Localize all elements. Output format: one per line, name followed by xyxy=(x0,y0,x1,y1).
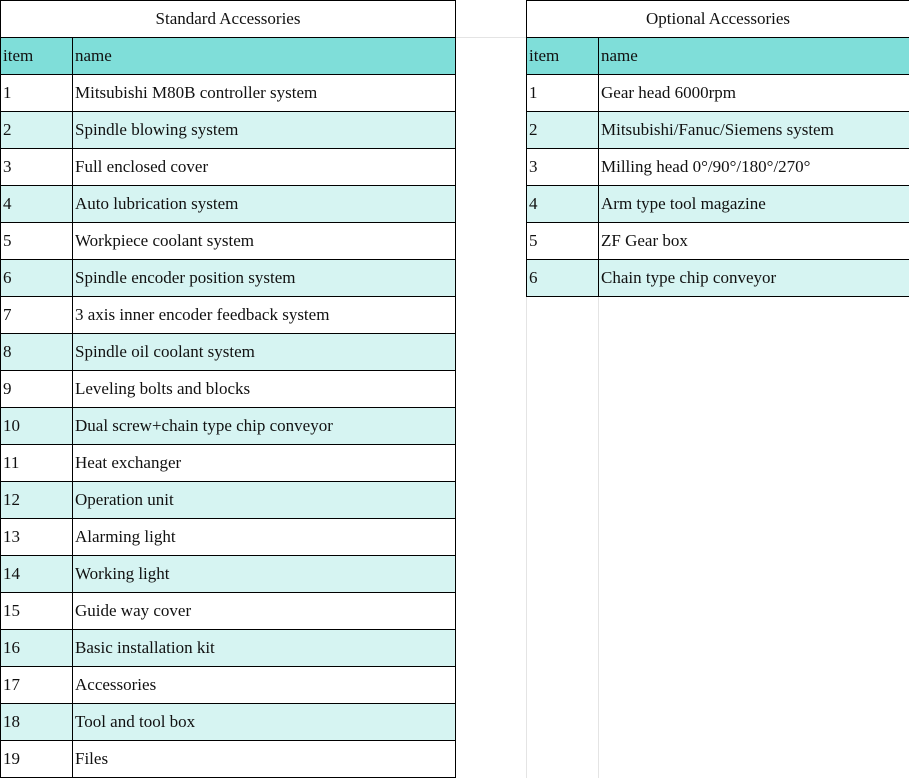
table-row xyxy=(1,75,456,112)
name-cell: Mitsubishi M80B controller system xyxy=(73,75,456,112)
item-cell: 4 xyxy=(1,186,73,223)
table-row xyxy=(1,593,456,630)
item-cell: 2 xyxy=(1,112,73,149)
item-cell: 10 xyxy=(1,408,73,445)
item-cell: 11 xyxy=(1,445,73,482)
table-row xyxy=(1,260,456,297)
name-cell: 3 axis inner encoder feedback system xyxy=(73,297,456,334)
name-cell: Milling head 0°/90°/180°/270° xyxy=(599,149,909,186)
table-row xyxy=(1,223,456,260)
name-cell: Tool and tool box xyxy=(73,704,456,741)
item-cell: 1 xyxy=(527,75,599,112)
item-column-header: item xyxy=(527,38,599,75)
item-cell: 15 xyxy=(1,593,73,630)
table-row xyxy=(1,186,456,223)
item-cell: 8 xyxy=(1,334,73,371)
name-column-header: name xyxy=(73,38,456,75)
gridline xyxy=(455,37,526,38)
table-row xyxy=(1,297,456,334)
name-cell: Dual screw+chain type chip conveyor xyxy=(73,408,456,445)
name-cell: Workpiece coolant system xyxy=(73,223,456,260)
name-cell: Spindle oil coolant system xyxy=(73,334,456,371)
item-cell: 17 xyxy=(1,667,73,704)
name-cell: Alarming light xyxy=(73,519,456,556)
item-cell: 4 xyxy=(527,186,599,223)
table-row xyxy=(1,334,456,371)
table-row xyxy=(527,186,909,223)
name-cell: Full enclosed cover xyxy=(73,149,456,186)
table-row xyxy=(1,408,456,445)
name-cell: Accessories xyxy=(73,667,456,704)
table-row xyxy=(1,704,456,741)
table-row xyxy=(1,112,456,149)
table-row xyxy=(527,75,909,112)
name-cell: Chain type chip conveyor xyxy=(599,260,909,297)
item-cell: 5 xyxy=(527,223,599,260)
name-cell: Guide way cover xyxy=(73,593,456,630)
name-cell: Gear head 6000rpm xyxy=(599,75,909,112)
name-cell: Files xyxy=(73,741,456,778)
optional-accessories-table xyxy=(526,0,909,297)
table-row xyxy=(1,482,456,519)
table-row xyxy=(1,371,456,408)
name-cell: Basic installation kit xyxy=(73,630,456,667)
table-row xyxy=(527,112,909,149)
item-cell: 16 xyxy=(1,630,73,667)
table-row xyxy=(1,149,456,186)
optional-header-row xyxy=(527,38,909,75)
item-cell: 1 xyxy=(1,75,73,112)
table-row xyxy=(1,556,456,593)
name-cell: Working light xyxy=(73,556,456,593)
name-cell: Operation unit xyxy=(73,482,456,519)
name-cell: Leveling bolts and blocks xyxy=(73,371,456,408)
item-cell: 13 xyxy=(1,519,73,556)
item-cell: 7 xyxy=(1,297,73,334)
table-row xyxy=(1,630,456,667)
optional-accessories-title: Optional Accessories xyxy=(527,1,909,38)
item-cell: 5 xyxy=(1,223,73,260)
item-column-header: item xyxy=(1,38,73,75)
name-cell: Spindle encoder position system xyxy=(73,260,456,297)
table-row xyxy=(1,445,456,482)
table-row xyxy=(1,519,456,556)
item-cell: 2 xyxy=(527,112,599,149)
name-cell: Heat exchanger xyxy=(73,445,456,482)
item-cell: 6 xyxy=(527,260,599,297)
table-row xyxy=(1,667,456,704)
item-cell: 6 xyxy=(1,260,73,297)
standard-accessories-title: Standard Accessories xyxy=(1,1,456,38)
table-row xyxy=(527,149,909,186)
standard-header-row xyxy=(1,38,456,75)
name-cell: Spindle blowing system xyxy=(73,112,456,149)
name-cell: Mitsubishi/Fanuc/Siemens system xyxy=(599,112,909,149)
name-cell: Auto lubrication system xyxy=(73,186,456,223)
item-cell: 9 xyxy=(1,371,73,408)
table-row xyxy=(527,223,909,260)
name-cell: ZF Gear box xyxy=(599,223,909,260)
item-cell: 12 xyxy=(1,482,73,519)
item-cell: 19 xyxy=(1,741,73,778)
item-cell: 3 xyxy=(1,149,73,186)
name-column-header: name xyxy=(599,38,909,75)
item-cell: 14 xyxy=(1,556,73,593)
table-row xyxy=(527,260,909,297)
name-cell: Arm type tool magazine xyxy=(599,186,909,223)
table-row xyxy=(1,741,456,778)
item-cell: 18 xyxy=(1,704,73,741)
item-cell: 3 xyxy=(527,149,599,186)
